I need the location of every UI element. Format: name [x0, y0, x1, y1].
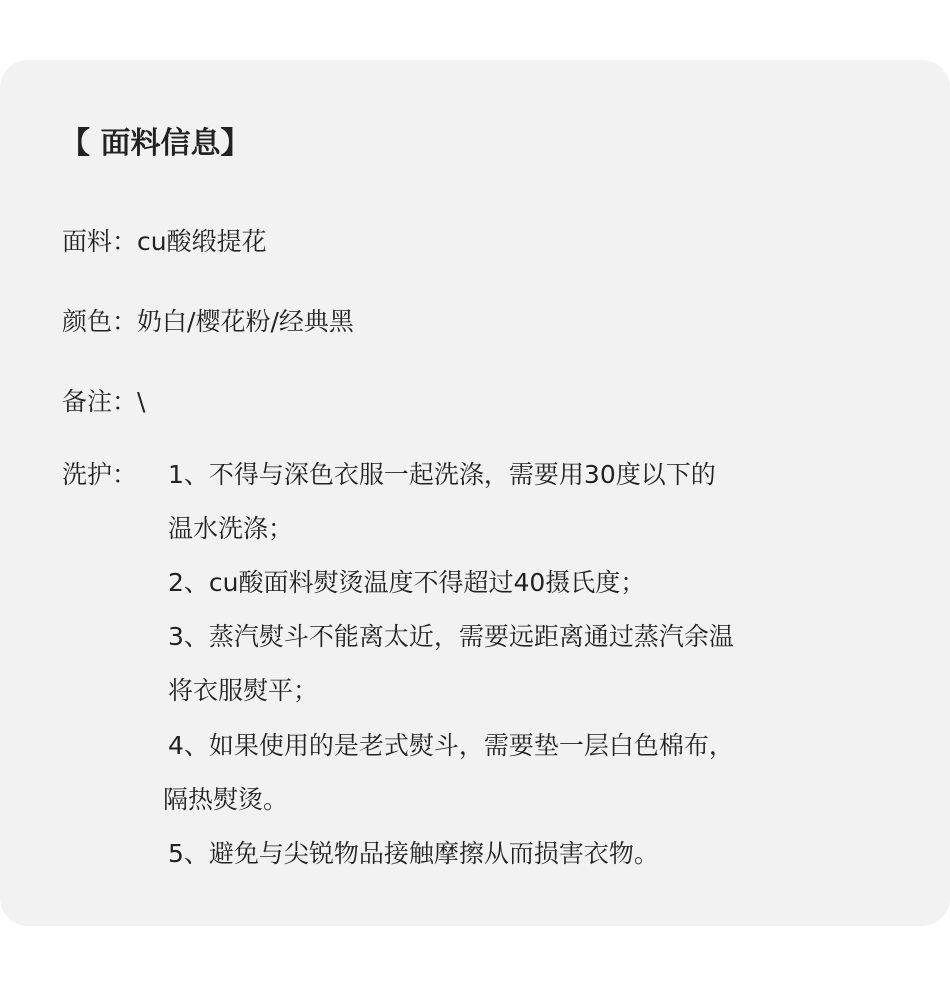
fabric-info-card: [0, 60, 950, 926]
care-line: 4、如果使用的是老式熨斗，需要垫一层白色棉布，: [168, 731, 734, 760]
note-label: 备注：: [62, 387, 138, 416]
fabric-value: cu酸缎提花: [137, 227, 267, 256]
care-line: 隔热熨烫。: [163, 785, 289, 814]
care-label: 洗护：: [62, 460, 138, 489]
care-line: 2、cu酸面料熨烫温度不得超过40摄氏度；: [168, 568, 646, 597]
care-line: 温水洗涤；: [168, 514, 294, 543]
note-value: \: [137, 387, 146, 416]
care-line: 3、蒸汽熨斗不能离太近，需要远距离通过蒸汽余温: [168, 622, 734, 651]
section-title: 【 面料信息】: [60, 126, 251, 161]
fabric-row: [62, 226, 267, 258]
care-line: 1、不得与深色衣服一起洗涤，需要用30度以下的: [168, 460, 716, 489]
color-row: [62, 306, 354, 338]
care-line: 5、避免与尖锐物品接触摩擦从而损害衣物。: [168, 839, 659, 868]
care-line: 将衣服熨平；: [168, 676, 319, 705]
fabric-label: 面料：: [62, 227, 138, 256]
note-row: [62, 386, 145, 418]
color-label: 颜色：: [62, 307, 138, 336]
color-value: 奶白/樱花粉/经典黑: [137, 307, 354, 336]
